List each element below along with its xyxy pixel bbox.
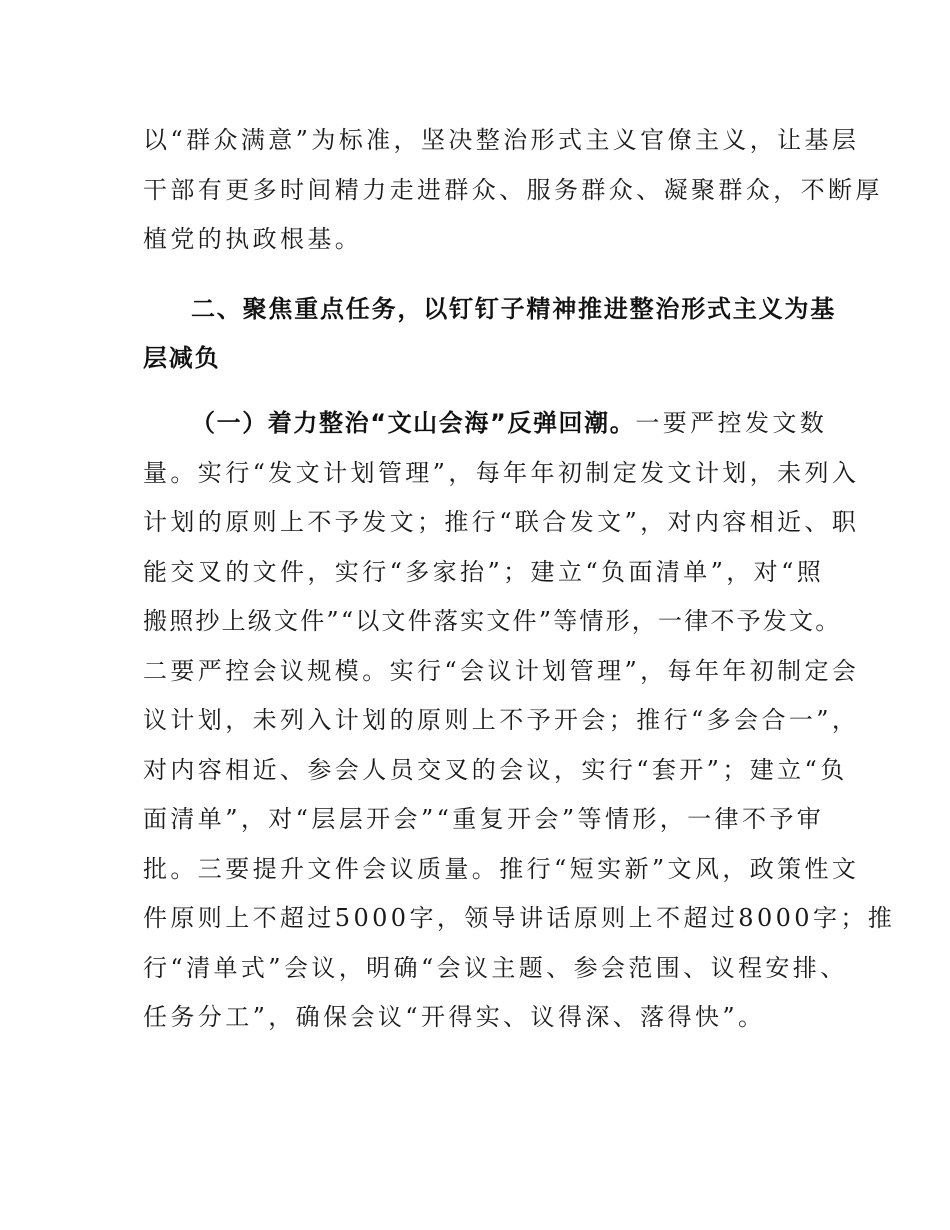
- text-run: 一要严控发文数: [635, 409, 828, 437]
- subsection-first-line: [191, 408, 827, 438]
- text-line: 植党的执政根基。: [143, 225, 363, 253]
- text-line: 搬照抄上级文件”“以文件落实文件”等情形，一律不予发文。: [143, 607, 842, 635]
- text-line: 行“清单式”会议，明确“会议主题、参会范围、议程安排、: [143, 954, 848, 982]
- text-line: 议计划，未列入计划的原则上不予开会；推行“多会合一”，: [143, 706, 860, 734]
- text-line: 批。三要提升文件会议质量。推行“短实新”文风，政策性文: [143, 855, 860, 883]
- text-line: 面清单”，对“层层开会”“重复开会”等情形，一律不予审: [143, 805, 825, 833]
- text-line: 件原则上不超过5000字，领导讲话原则上不超过8000字；推: [143, 904, 896, 932]
- section-heading-line: 二、聚焦重点任务，以钉钉子精神推进整治形式主义为基: [191, 295, 836, 323]
- subsection-heading: （一）着力整治“文山会海”反弹回潮。: [191, 409, 636, 437]
- text-line: 能交叉的文件，实行“多家抬”；建立“负面清单”，对“照: [143, 558, 825, 586]
- section-heading-line: 层减负: [143, 344, 221, 372]
- text-line: 干部有更多时间精力走进群众、服务群众、凝聚群众，不断厚: [143, 176, 883, 204]
- text-line: 任务分工”，确保会议“开得实、议得深、落得快”。: [143, 1003, 766, 1031]
- text-line: 二要严控会议规模。实行“会议计划管理”，每年年初制定会: [143, 657, 860, 685]
- text-line: 以“群众满意”为标准，坚决整治形式主义官僚主义，让基层: [143, 126, 860, 154]
- text-line: 计划的原则上不予发文；推行“联合发文”，对内容相近、职: [143, 508, 860, 536]
- text-line: 对内容相近、参会人员交叉的会议，实行“套开”；建立“负: [143, 756, 848, 784]
- text-line: 量。实行“发文计划管理”，每年年初制定发文计划，未列入: [143, 459, 860, 487]
